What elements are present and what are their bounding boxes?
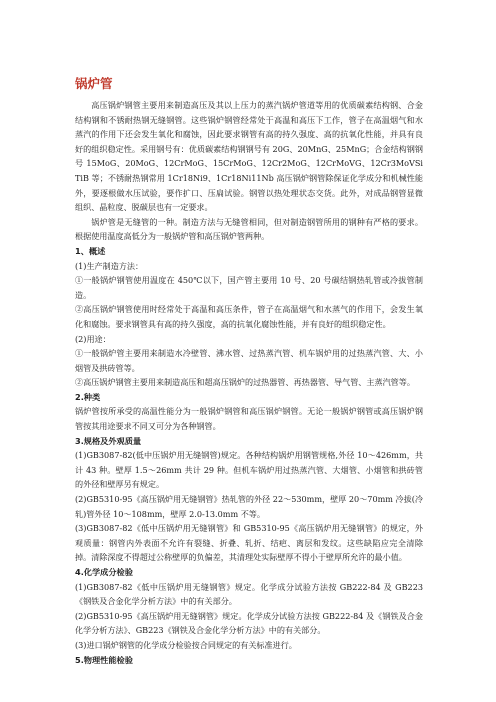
paragraph: 锅炉管按所承受的高温性能分为一般锅炉钢管和高压锅炉钢管。无论一般锅炉钢管或高压锅炉钢管按其用途要求不同又可分为各种钢管。: [75, 406, 423, 432]
document-body: [75, 98, 423, 667]
paragraph: (1)生产制造方法：: [75, 260, 144, 271]
section-heading: 1、概述: [75, 245, 106, 256]
paragraph: (1)GB3087-82《低中压锅炉用无缝钢管》规定。化学成分试验方法按 GB222-84 及 GB223《钢铁及合金化学分析方法》中的有关部分。: [75, 581, 423, 607]
section-heading: 4.化学成分检验: [75, 567, 133, 577]
paragraph: ②高压锅炉钢管主要用来制造高压和超高压锅炉的过热器管、再热器管、导气管、主蒸汽管等。: [75, 377, 415, 388]
paragraph: (2)GB5310-95《高压锅炉用无缝钢管》规定。化学成分试验方法按 GB222-84 及《钢铁及合金化学分析方法》、GB223《钢铁及合金化学分析方法》中的有关部分。: [75, 610, 423, 636]
paragraph: ①一般锅炉管主要用来制造水冷壁管、沸水管、过热蒸汽管、机车锅炉用的过热蒸汽管、大、小烟管及拱砖管等。: [75, 348, 423, 373]
document-page: [75, 76, 423, 667]
section-heading: 2.种类: [75, 391, 101, 402]
paragraph: ②高压锅炉钢管使用时经常处于高温和高压条件，管子在高温烟气和水蒸气的作用下，会发生氧化和腐蚀。要求钢管具有高的持久强度，高的抗氧化腐蚀性能，并有良好的组织稳定性。: [75, 304, 423, 329]
paragraph: 锅炉管是无缝管的一种。制造方法与无缝管相同，但对制造钢管所用的钢种有严格的要求。根据使用温度高低分为一般锅炉管和高压锅炉管两种。: [75, 216, 423, 242]
paragraph: (2)GB5310-95《高压锅炉用无缝钢管》热轧管的外径 22～530mm，壁厚 20～70mm 冷拔(冷轧)管外径 10～108mm，壁厚 2.0-13.0mm 不等。: [75, 494, 423, 519]
paragraph: (3)GB3087-82《低中压锅炉用无缝钢管》和 GB5310-95《高压锅炉用无缝钢管》的规定，外观质量：钢管内外表面不允许有裂缝、折叠、轧折、结疤、离层和发纹。这些缺陷应完全清除掉。清除深度不得超过公称壁厚的负偏差，其清理处实际壁厚不得小于壁厚所允许的最小值。: [75, 523, 423, 563]
paragraph: (1)GB3087-82(低中压锅炉用无缝钢管)规定。各种结构锅炉用钢管规格,外径 10～426mm，共计 43 种。壁厚 1.5～26mm 共计 29 种。但机车锅炉用过热蒸汽管、大烟管、小烟管和拱砖管的外径和壁厚另有规定。: [75, 450, 423, 490]
section-heading: 5.物理性能检验: [75, 654, 133, 665]
page-title: 锅炉管: [75, 76, 113, 91]
paragraph: 高压锅炉钢管主要用来制造高压及其以上压力的蒸汽锅炉管道等用的优质碳素结构钢、合金结构钢和不锈耐热钢无缝钢管。这些锅炉钢管经常处于高温和高压下工作，管子在高温烟气和水蒸汽的作用下还会发生氧化和腐蚀，因此要求钢管有高的持久强度、高的抗氧化性能，并具有良好的组织稳定性。采用钢号有：优质碳素结构钢钢号有 20G、20MnG、25MnG；合金结构钢钢号 15MoG、20MoG、12CrMoG、15CrMoG、12Cr2MoG、12CrMoVG、12Cr3MoVSiTiB 等；不锈耐热钢常用 1Cr18Ni9、1Cr18Ni11Nb 高压锅炉钢管除保证化学成分和机械性能外，要逐根做水压试验，要作扩口、压扁试验。钢管以热处理状态交货。此外，对成品钢管显微组织、晶粒度、脱碳层也有一定要求。: [75, 100, 423, 213]
paragraph: ①一般锅炉钢管使用温度在 450℃以下，国产管主要用 10 号、20 号碳结钢热轧管或冷拔管制造。: [75, 275, 423, 300]
paragraph: (3)进口锅炉钢管的化学成分检验按合同规定的有关标准进行。: [75, 639, 297, 650]
section-heading: 3.规格及外观质量: [75, 435, 142, 446]
paragraph: (2)用途：: [75, 333, 111, 344]
